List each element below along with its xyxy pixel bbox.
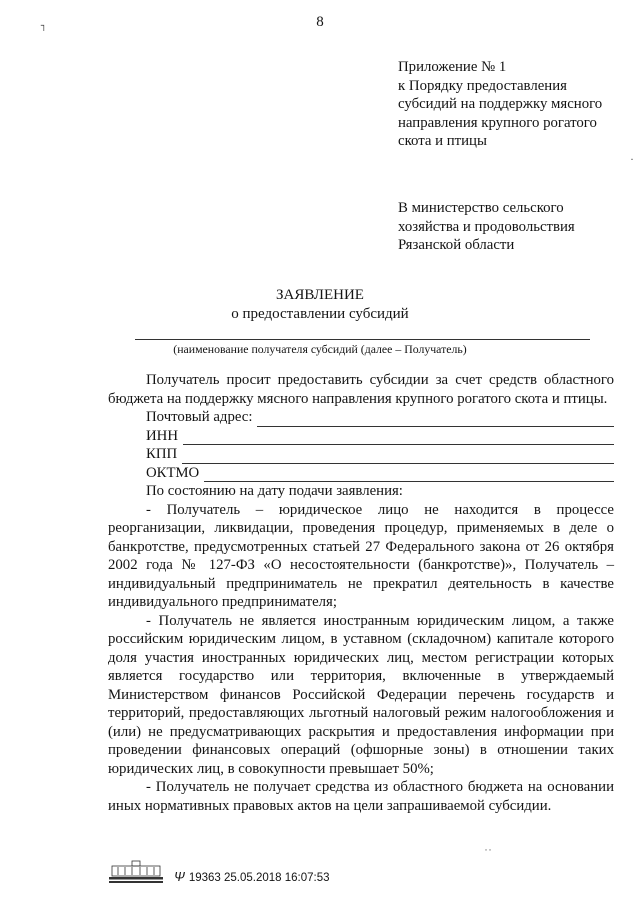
kpp-label: КПП: [146, 446, 178, 462]
scan-speck: ˙˙: [484, 846, 492, 860]
document-heading: [0, 286, 640, 324]
oktmo-label: ОКТМО: [146, 464, 200, 481]
annex-line: субсидий на поддержку мясного: [398, 96, 603, 112]
oktmo-row: [146, 464, 614, 483]
addressee-line: хозяйства и продовольствия: [398, 218, 575, 235]
condition-item: - Получатель – юридическое лицо не находится в процессе реорганизации, ликвидации, проведения процедур, применяемых в деле о банкротстве, предусмотренных статьей 27 Федерального закона от 26 октября 2002 года № 127-ФЗ «О несостоятельности (банкротстве)», Получатель – индивидуальный предприниматель не прекратил деятельность в качестве индивидуального предпринимателя;: [108, 501, 614, 610]
inn-field[interactable]: [183, 430, 614, 445]
document-subtitle: о предоставлении субсидий: [231, 306, 409, 322]
status-intro: По состоянию на дату подачи заявления:: [146, 483, 403, 499]
condition-item: - Получатель не является иностранным юридическим лицом, а также российским юридическим лицом, в уставном (складочном) капитале которого доля участия иностранных юридических лиц, местом регистрации которых является государство или территория, включенные в утверждаемый Министерством финансов Российской Федерации перечень государств и территорий, предоставляющих льготный налоговый режим налогообложения и (или) не предусматривающих раскрытия и предоставления информации при проведении финансовых операций (офшорные зоны) в отношении таких юридических лиц, в совокупности превышает 50%;: [108, 612, 614, 777]
addressee-line: В министерство сельского: [398, 200, 564, 216]
document-id-timestamp: 19363 25.05.2018 16:07:53: [188, 872, 330, 884]
application-body: [108, 371, 614, 815]
annex-line: к Порядку предоставления: [398, 77, 567, 94]
corner-mark: ⌐: [36, 24, 52, 32]
postal-address-field[interactable]: [257, 412, 614, 427]
intro-paragraph: Получатель просит предоставить субсидии за счет средств областного бюджета на поддержку мясного направления крупного рогатого скота и птицы.: [108, 372, 614, 407]
kpp-field[interactable]: [182, 449, 614, 464]
addressee-block: [398, 199, 575, 255]
inn-row: [146, 427, 614, 446]
recipient-name-field[interactable]: [135, 339, 590, 340]
recipient-name-caption: (наименование получателя субсидий (далее – Получатель): [173, 342, 467, 356]
postal-address-row: [146, 408, 614, 427]
scan-speck: ·: [630, 152, 634, 166]
annex-block: [398, 58, 602, 151]
condition-item: - Получатель не получает средства из областного бюджета на основании иных нормативных правовых актов на цели запрашиваемой субсидии.: [108, 779, 614, 814]
government-building-icon: [108, 860, 164, 884]
inn-label: ИНН: [146, 427, 179, 444]
annex-title: Приложение № 1: [398, 59, 507, 75]
page-number: 8: [316, 14, 324, 30]
annex-line: скота и птицы: [398, 133, 487, 149]
addressee-line: Рязанской области: [398, 237, 515, 253]
oktmo-field[interactable]: [204, 467, 614, 482]
document-footer: [108, 860, 330, 884]
document-title: ЗАЯВЛЕНИЕ: [276, 287, 364, 303]
postal-address-label: Почтовый адрес:: [146, 409, 253, 425]
stamp-mark: Ψ: [174, 869, 185, 884]
annex-line: направления крупного рогатого: [398, 114, 597, 131]
kpp-row: [146, 445, 614, 464]
